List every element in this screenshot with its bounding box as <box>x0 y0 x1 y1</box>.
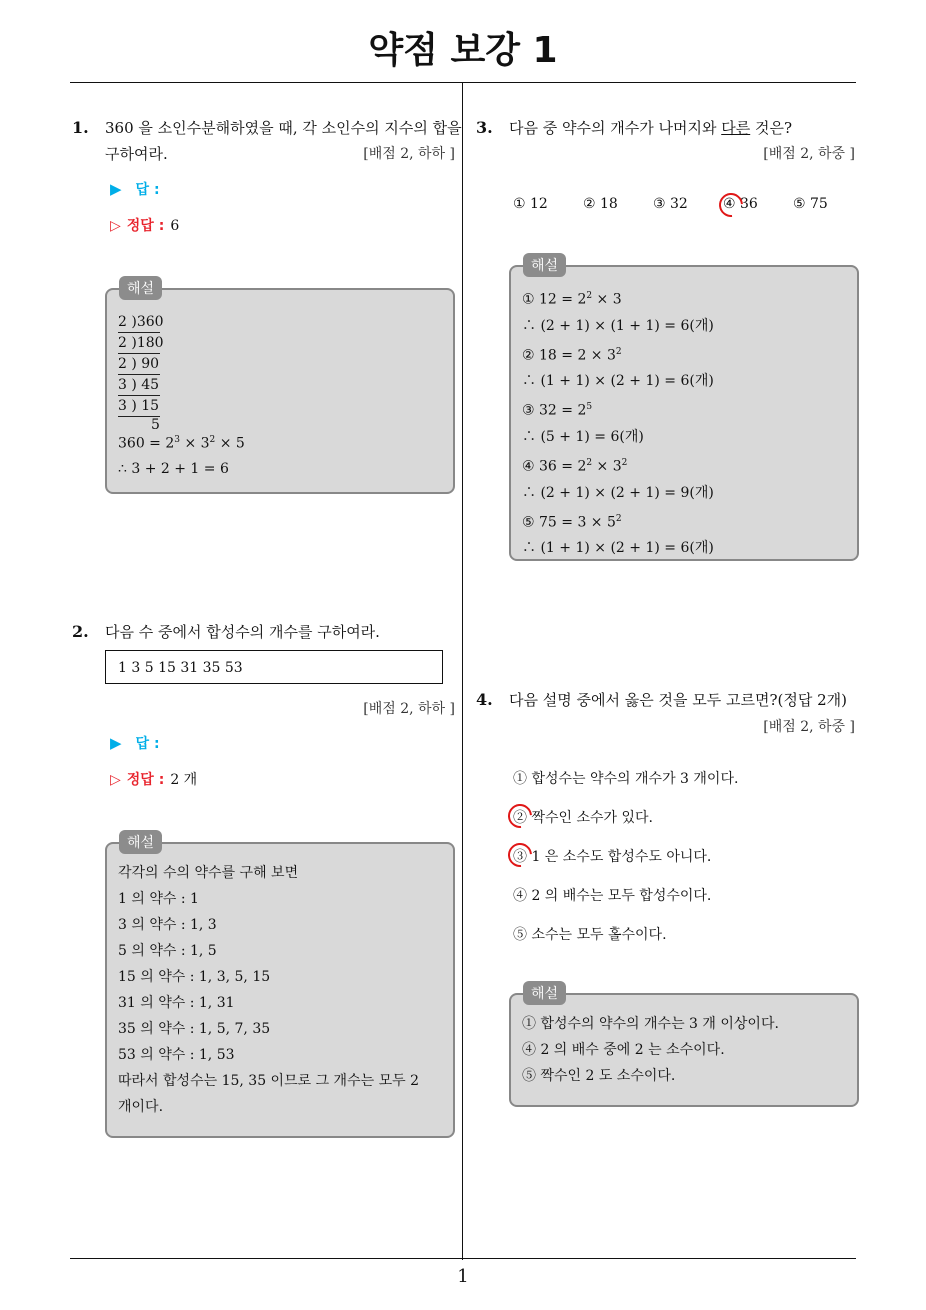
q3-solution-tag: 해설 <box>523 253 566 277</box>
division-step: 2 ) 90 <box>118 354 160 375</box>
q4-solution-tag: 해설 <box>523 981 566 1005</box>
q4-option-5[interactable]: ⑤ 소수는 모두 홀수이다. <box>513 927 667 943</box>
q1-correct-value: 6 <box>170 218 180 234</box>
solution-line: ④ $36 = 2^2 \times 3^2$ <box>522 457 628 475</box>
q1-division <box>118 312 164 433</box>
page-title: 약점 보강 1 <box>368 30 558 71</box>
q1-correct <box>110 215 179 235</box>
footer-rule <box>70 1258 856 1259</box>
q1-score: [배점 2, 하하 ] <box>363 146 455 162</box>
q4-text: 다음 설명 중에서 옳은 것을 모두 고르면?(정답 2개) <box>509 691 847 709</box>
division-step: 2 )180 <box>118 333 160 354</box>
solution-line: 35 의 약수 : 1, 5, 7, 35 <box>118 1021 271 1037</box>
q3-option-2[interactable]: ② 18 <box>583 196 618 212</box>
solution-line: ④ 2 의 배수 중에 2 는 소수이다. <box>522 1042 725 1058</box>
q2-number: 2. <box>72 622 89 641</box>
solution-line: 각각의 수의 약수를 구해 보면 <box>118 865 299 881</box>
q2-number-box: 1 3 5 15 31 35 53 <box>105 650 443 684</box>
q1-solution-tag: 해설 <box>119 276 162 300</box>
answer-mark-icon <box>714 188 748 222</box>
q2-score: [배점 2, 하하 ] <box>363 701 455 717</box>
solution-line: ∴ (1 + 1) × (2 + 1) = 6(개) <box>522 373 714 390</box>
q1-number: 1. <box>72 118 89 137</box>
column-divider <box>462 82 463 1260</box>
page-number: 1 <box>457 1266 469 1287</box>
outline-triangle-icon: ▷ <box>110 772 121 788</box>
q1-solution-lines <box>118 428 245 482</box>
q2-correct-value: 2 개 <box>170 772 198 788</box>
solution-line: ∴ (5 + 1) = 6(개) <box>522 428 644 445</box>
q1-text-line2: 구하여라. <box>105 145 168 163</box>
solution-line: 31 의 약수 : 1, 31 <box>118 995 235 1011</box>
q3-score: [배점 2, 하중 ] <box>763 146 855 162</box>
solution-line: ⑤ 짝수인 2 도 소수이다. <box>522 1068 676 1084</box>
solution-line: ∴ (1 + 1) × (2 + 1) = 6(개) <box>522 540 714 557</box>
solution-line: 3 의 약수 : 1, 3 <box>118 917 217 933</box>
header-rule <box>70 82 856 83</box>
solution-line: ∴ (2 + 1) × (1 + 1) = 6(개) <box>522 317 714 334</box>
solution-line: ∴ (2 + 1) × (2 + 1) = 9(개) <box>522 484 714 501</box>
answer-mark-icon <box>503 799 537 833</box>
q2-correct <box>110 769 197 789</box>
q4-number: 4. <box>476 690 493 709</box>
q4-option-4[interactable]: ④ 2 의 배수는 모두 합성수이다. <box>513 888 712 904</box>
q3-text: 다음 중 약수의 개수가 나머지와 다른 것은? <box>509 119 792 137</box>
q1-correct-label: 정답 : <box>126 218 165 234</box>
division-step: 3 ) 15 <box>118 396 160 417</box>
q4-option-2[interactable]: ② 짝수인 소수가 있다. <box>513 810 653 826</box>
solution-line: ② $18 = 2 \times 3^2$ <box>522 346 622 364</box>
play-icon: ▶ <box>110 734 122 752</box>
q1-answer-text: 답 : <box>135 182 160 198</box>
q1-answer-label <box>110 179 160 199</box>
solution-line: 15 의 약수 : 1, 3, 5, 15 <box>118 969 271 985</box>
solution-line: 5 의 약수 : 1, 5 <box>118 943 217 959</box>
solution-line: ① 합성수의 약수의 개수는 3 개 이상이다. <box>522 1016 779 1032</box>
solution-line: 따라서 합성수는 15, 35 이므로 그 개수는 모두 2 <box>118 1073 419 1089</box>
solution-line: ① $12 = 2^2 \times 3$ <box>522 291 622 308</box>
q3-solution-lines <box>522 283 714 561</box>
division-step: 2 )360 <box>118 312 160 333</box>
outline-triangle-icon: ▷ <box>110 218 121 234</box>
q2-answer-label <box>110 733 160 753</box>
solution-line: ⑤ $75 = 3 \times 5^2$ <box>522 513 622 531</box>
q3-option-3[interactable]: ③ 32 <box>653 196 688 212</box>
solution-line: 개이다. <box>118 1099 164 1115</box>
solution-line: 1 의 약수 : 1 <box>118 891 199 907</box>
play-icon: ▶ <box>110 180 122 198</box>
q3-number: 3. <box>476 118 493 137</box>
q2-solution-tag: 해설 <box>119 830 162 854</box>
q4-score: [배점 2, 하중 ] <box>763 719 855 735</box>
q2-solution-lines <box>118 860 419 1120</box>
solution-line: ③ $32 = 2^5$ <box>522 402 593 419</box>
q4-option-1[interactable]: ① 합성수는 약수의 개수가 3 개이다. <box>513 771 739 787</box>
q1-solution-result: ∴ 3 + 2 + 1 = 6 <box>118 460 229 477</box>
q4-solution-lines <box>522 1011 779 1089</box>
q2-correct-label: 정답 : <box>126 772 165 788</box>
answer-mark-icon <box>503 838 537 872</box>
q1-solution-eq: $360 = 2^3 \times 3^2 \times 5$ <box>118 435 245 452</box>
q2-text: 다음 수 중에서 합성수의 개수를 구하여라. <box>105 623 380 641</box>
q1-text-line1: 360 을 소인수분해하였을 때, 각 소인수의 지수의 합을 <box>105 119 462 137</box>
q3-option-1[interactable]: ① 12 <box>513 196 548 212</box>
q2-answer-text: 답 : <box>135 736 160 752</box>
division-remainder: 5 <box>151 417 160 433</box>
solution-line: 53 의 약수 : 1, 53 <box>118 1047 235 1063</box>
q3-option-5[interactable]: ⑤ 75 <box>793 196 828 212</box>
q3-option-4[interactable]: ④ 36 <box>723 196 758 212</box>
division-step: 3 ) 45 <box>118 375 160 396</box>
q4-option-3[interactable]: ③ 1 은 소수도 합성수도 아니다. <box>513 849 712 865</box>
